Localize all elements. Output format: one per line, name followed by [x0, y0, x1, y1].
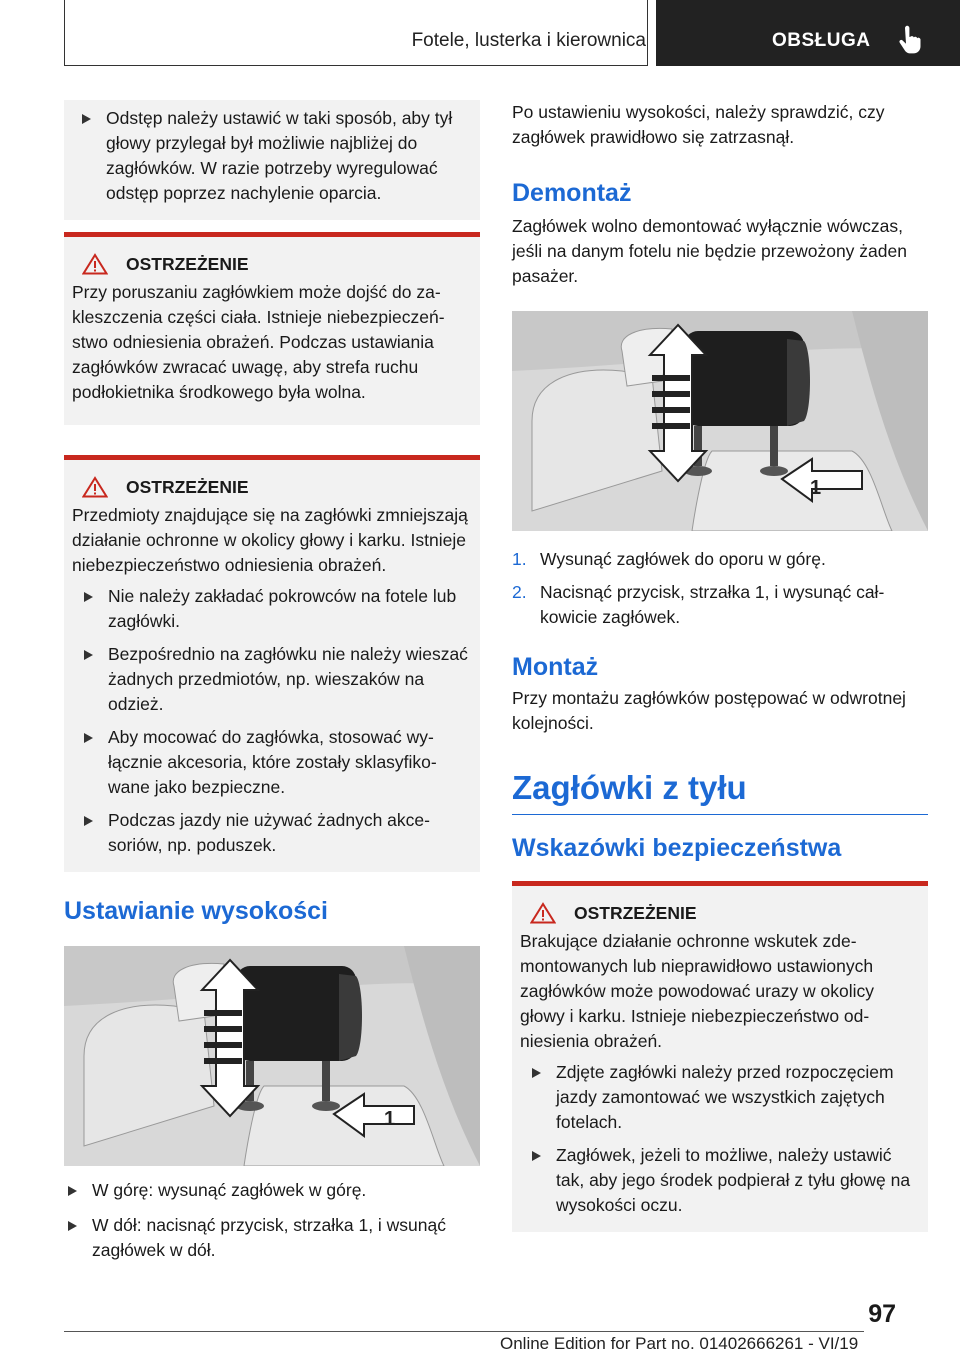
- warning-text: Przedmioty znajdujące się na zagłówki zmniejszają działanie ochronne w okolicy głowy i karku. Istnieje niebezpieczeństwo odniesienia obrażeń.: [72, 505, 468, 575]
- section-heading: Montaż: [512, 653, 599, 681]
- headrest-removal-figure: [512, 311, 928, 531]
- section-heading: Wskazówki bezpieczeństwa: [512, 834, 842, 862]
- warning-box: [64, 455, 480, 872]
- list-item: 2. Nacisnąć przycisk, strzałka 1, i wysunąć całkowicie zagłówek.: [512, 582, 885, 627]
- list-item: W dół: nacisnąć przycisk, strzałka 1, i wsunąć zagłówek w dół.: [64, 1213, 480, 1263]
- heading-rule: [512, 814, 928, 815]
- list-item: Bezpośrednio na zagłówku nie należy wieszać żadnych przedmiotów, np. wieszaków na odzież.: [78, 642, 468, 717]
- warning-triangle-icon: [82, 253, 108, 275]
- right-column: [512, 100, 928, 1232]
- warning-box: [64, 232, 480, 425]
- hand-pointer-icon: [896, 24, 926, 56]
- warning-title: OSTRZEŻENIE: [126, 476, 249, 497]
- callout-number: 1: [384, 1108, 396, 1130]
- list-item: Zagłówek, jeżeli to możliwe, należy ustawić tak, aby jego środek podpierał z tyłu głowę na wysokości oczu.: [526, 1143, 916, 1218]
- triangle-bullet-icon: [68, 1221, 77, 1231]
- list-item: Odstęp należy ustawić w taki sposób, aby tył głowy przylegał był możliwie najbliżej do zagłówków. W razie potrzeby wyregulować odstęp poprzez nachylenie oparcia.: [78, 106, 466, 206]
- paragraph: Po ustawieniu wysokości, należy sprawdzić, czy zagłówek prawidłowo się zatrzasnął.: [512, 102, 885, 147]
- headrest-illustration: [512, 311, 928, 531]
- warning-triangle-icon: [530, 902, 556, 924]
- triangle-bullet-icon: [68, 1186, 77, 1196]
- footer-rule: [64, 1331, 864, 1332]
- triangle-bullet-icon: [84, 592, 93, 602]
- warning-text: Brakujące działanie ochronne wskutek zdemontowanych lub nieprawidłowo ustawionych zagłówków może powodować urazy w okolicy głowy i karku. Istnieje niebezpieczeństwo odniesienia obrażeń.: [520, 931, 875, 1051]
- triangle-bullet-icon: [532, 1068, 541, 1078]
- edition-note: Online Edition for Part no. 01402666261 - VI/19: [500, 1334, 859, 1353]
- paragraph: Przy montażu zagłówków postępować w odwrotnej kolejności.: [512, 688, 906, 733]
- tip-box: [64, 100, 480, 220]
- warning-box: [512, 881, 928, 1232]
- section-label: OBSŁUGA: [772, 30, 871, 51]
- list-item: Nie należy zakładać pokrowców na fotele lub zagłówki.: [78, 584, 468, 634]
- section-heading: Demontaż: [512, 179, 632, 207]
- height-bullets: [64, 1178, 480, 1263]
- warning-triangle-icon: [82, 476, 108, 498]
- warning-bullets: [72, 584, 468, 858]
- page-header: [0, 0, 960, 66]
- section-heading: Ustawianie wysokości: [64, 897, 329, 925]
- removal-steps: [512, 547, 928, 630]
- warning-title: OSTRZEŻENIE: [574, 902, 697, 923]
- warning-title: OSTRZEŻENIE: [126, 253, 249, 274]
- triangle-bullet-icon: [84, 650, 93, 660]
- triangle-bullet-icon: [532, 1151, 541, 1161]
- list-item: W górę: wysunąć zagłówek w górę.: [64, 1178, 480, 1203]
- paragraph: Zagłówek wolno demontować wyłącznie wówczas, jeśli na danym fotelu nie będzie przewożony żaden pasażer.: [512, 216, 907, 286]
- list-item: 1. Wysunąć zagłówek do oporu w górę.: [512, 549, 826, 569]
- list-item: Podczas jazdy nie używać żadnych akcesoriów, np. poduszek.: [78, 808, 468, 858]
- triangle-bullet-icon: [84, 816, 93, 826]
- page-number: 97: [868, 1300, 896, 1328]
- list-item: Aby mocować do zagłówka, stosować wyłącznie akcesoria, które zostały sklasyfikowane jako bezpieczne.: [78, 725, 468, 800]
- list-item: Zdjęte zagłówki należy przed rozpoczęciem jazdy zamontować we wszystkich zajętych fotelach.: [526, 1060, 916, 1135]
- headrest-illustration: [64, 946, 480, 1166]
- triangle-bullet-icon: [82, 114, 91, 124]
- headrest-height-figure: [64, 946, 480, 1166]
- left-column: [64, 100, 480, 1263]
- chapter-heading: Zagłówki z tyłu: [512, 769, 747, 806]
- warning-bullets: [520, 1060, 916, 1218]
- callout-number: 1: [810, 477, 822, 499]
- triangle-bullet-icon: [84, 733, 93, 743]
- section-tab: [656, 0, 960, 66]
- chapter-title: Fotele, lusterka i kierownica: [411, 30, 646, 51]
- warning-text: Przy poruszaniu zagłówkiem może dojść do zakleszczenia części ciała. Istnieje niebezpieczeństwo odniesienia obrażeń. Podczas ustawiania zagłówków zwracać uwagę, aby strefa ruchu podłokietnika środkowego była wolna.: [72, 282, 445, 402]
